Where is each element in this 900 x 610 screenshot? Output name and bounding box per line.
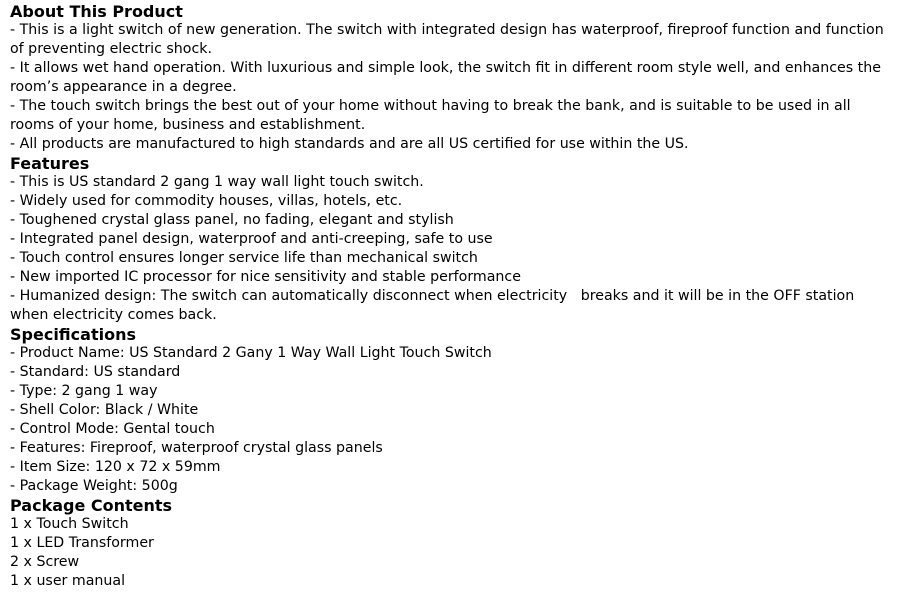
spec-line: - Shell Color: Black / White <box>10 402 199 418</box>
spec-line: - Product Name: US Standard 2 Gany 1 Way Wall Light Touch Switch <box>10 345 492 361</box>
feature-line: - This is US standard 2 gang 1 way wall light touch switch. <box>10 174 424 190</box>
about-title: About This Product <box>10 2 183 21</box>
package-contents-title: Package Contents <box>10 496 173 515</box>
about-section <box>10 2 890 154</box>
package-item: 1 x user manual <box>10 573 126 589</box>
features-title: Features <box>10 154 90 173</box>
feature-line: - Integrated panel design, waterproof and anti-creeping, safe to use <box>10 231 493 247</box>
feature-line: - Touch control ensures longer service life than mechanical switch <box>10 250 478 266</box>
feature-line: - Humanized design: The switch can automatically disconnect when electricity breaks and it will be in the OFF station when electricity comes back. <box>10 288 859 323</box>
spec-line: - Item Size: 120 x 72 x 59mm <box>10 459 221 475</box>
feature-line: - Toughened crystal glass panel, no fading, elegant and stylish <box>10 212 454 228</box>
package-item: 1 x Touch Switch <box>10 516 129 532</box>
about-line: - It allows wet hand operation. With luxurious and simple look, the switch fit in different room style well, and enhances the room’s appearance in a degree. <box>10 60 886 95</box>
specifications-section <box>10 325 890 496</box>
spec-line: - Package Weight: 500g <box>10 478 178 494</box>
package-item: 2 x Screw <box>10 554 80 570</box>
package-item: 1 x LED Transformer <box>10 535 154 551</box>
features-section <box>10 154 890 325</box>
about-line: - All products are manufactured to high standards and are all US certified for use within the US. <box>10 136 689 152</box>
spec-line: - Control Mode: Gental touch <box>10 421 215 437</box>
about-line: - The touch switch brings the best out of your home without having to break the bank, and is suitable to be used in all rooms of your home, business and establishment. <box>10 98 856 133</box>
about-line: - This is a light switch of new generation. The switch with integrated design has waterproof, fireproof function and function of preventing electric shock. <box>10 22 889 57</box>
spec-line: - Type: 2 gang 1 way <box>10 383 158 399</box>
specifications-title: Specifications <box>10 325 136 344</box>
feature-line: - New imported IC processor for nice sensitivity and stable performance <box>10 269 521 285</box>
spec-line: - Standard: US standard <box>10 364 181 380</box>
feature-line: - Widely used for commodity houses, villas, hotels, etc. <box>10 193 403 209</box>
package-contents-section <box>10 496 890 591</box>
spec-line: - Features: Fireproof, waterproof crystal glass panels <box>10 440 383 456</box>
